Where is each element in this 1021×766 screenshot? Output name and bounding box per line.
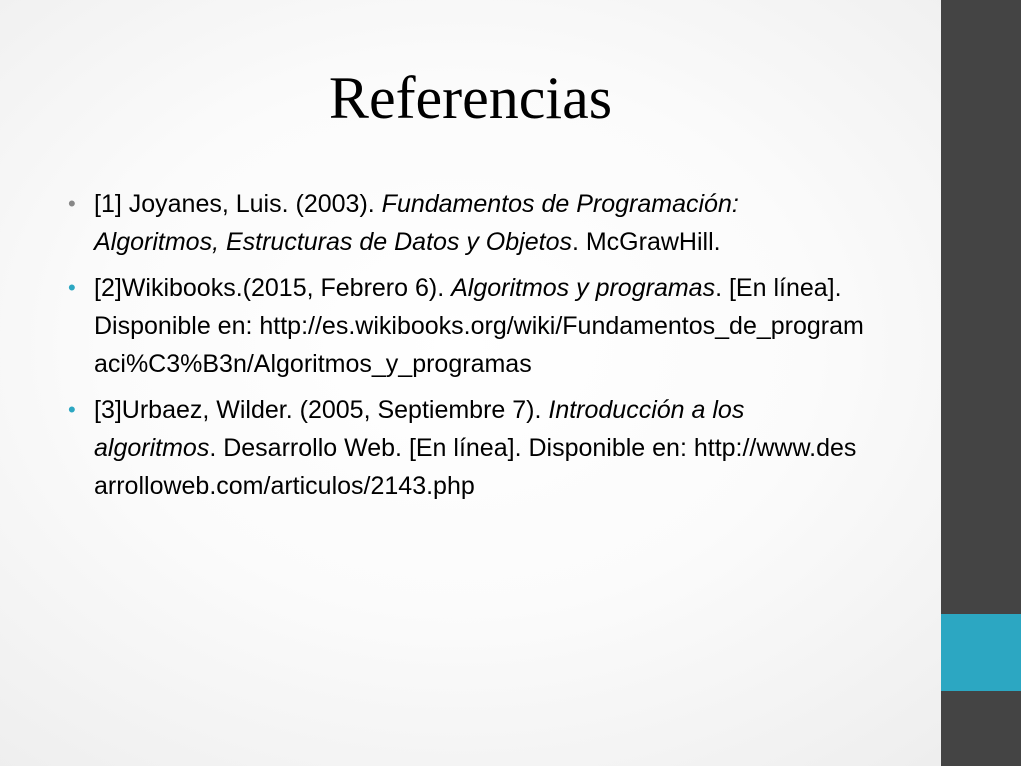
slide-title: Referencias	[328, 65, 613, 131]
reference-url[interactable]: http://es.wikibooks.org/wiki/Fundamentos_de_programaci%C3%B3n/Algoritmos_y_programas	[94, 312, 864, 378]
reference-list	[68, 185, 868, 513]
reference-item-2	[68, 269, 868, 383]
reference-tail: . McGrawHill.	[571, 228, 721, 256]
bullet-icon: •	[68, 397, 76, 422]
reference-url[interactable]: http://www.desarrolloweb.com/articulos/2143.php	[94, 434, 857, 500]
reference-lead: [1] Joyanes, Luis. (2003).	[94, 190, 382, 218]
bullet-icon: •	[68, 275, 76, 300]
reference-item-3	[68, 391, 868, 505]
reference-title: Introducción a los algoritmos	[94, 396, 745, 462]
reference-tail: . Desarrollo Web. [En línea]. Disponible en:	[209, 434, 694, 462]
reference-title: Fundamentos de Programación: Algoritmos, Estructuras de Datos y Objetos	[94, 190, 739, 256]
bullet-icon: •	[68, 191, 76, 216]
reference-lead: [3]Urbaez, Wilder. (2005, Septiembre 7).	[94, 396, 549, 424]
reference-title: Algoritmos y programas	[451, 274, 716, 302]
sidebar-accent-block	[941, 614, 1021, 691]
reference-tail: . [En línea]. Disponible en:	[94, 274, 842, 340]
reference-lead: [2]Wikibooks.(2015, Febrero 6).	[94, 274, 452, 302]
reference-item-1	[68, 185, 868, 261]
